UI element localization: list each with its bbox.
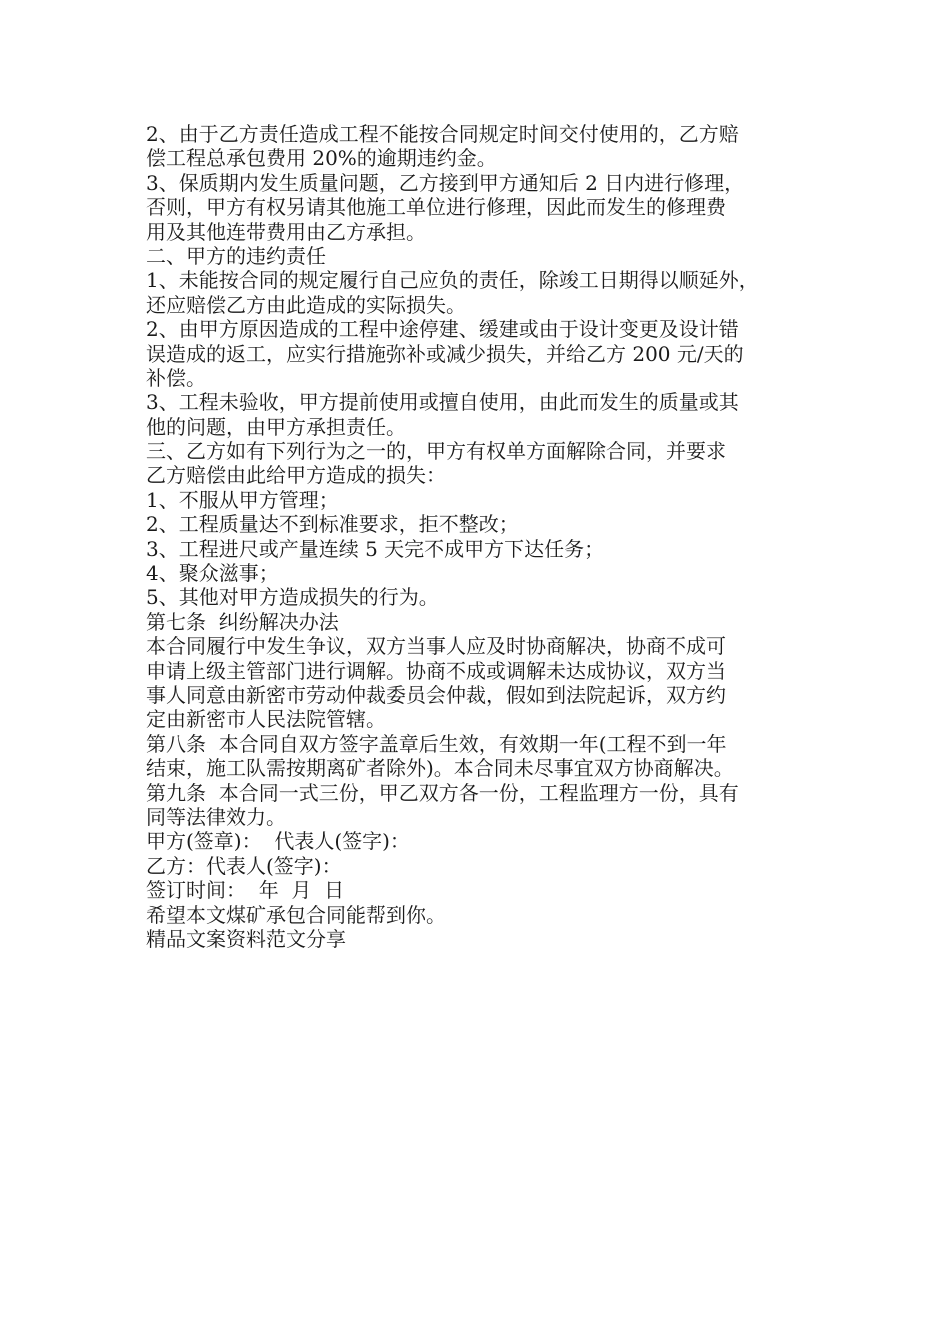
section-heading: 二、甲方的违约责任 xyxy=(146,243,326,268)
section-heading: 三、乙方如有下列行为之一的，甲方有权单方面解除合同，并要求 xyxy=(146,439,726,464)
text-line: 补偿。 xyxy=(146,365,206,390)
text-line: 事人同意由新密市劳动仲裁委员会仲裁，假如到法院起诉，双方约 xyxy=(146,682,726,707)
text-line: 他的问题，由甲方承担责任。 xyxy=(146,414,406,439)
list-item: 4、聚众滋事； xyxy=(146,561,279,586)
text-line: 否则，甲方有权另请其他施工单位进行修理，因此而发生的修理费 xyxy=(146,195,726,220)
text-line: 申请上级主管部门进行调解。协商不成或调解未达成协议，双方当 xyxy=(146,658,726,683)
text-line: 3、保质期内发生质量问题，乙方接到甲方通知后 2 日内进行修理， xyxy=(146,170,745,195)
signature-party-a: 甲方(签章)： 代表人(签字)： xyxy=(146,829,410,854)
text-line: 3、工程未验收，甲方提前使用或擅自使用，由此而发生的质量或其 xyxy=(146,390,739,415)
list-item: 1、不服从甲方管理； xyxy=(146,487,339,512)
signature-party-b: 乙方：代表人(签字)： xyxy=(146,853,342,878)
text-line: 误造成的返工，应实行措施弥补或减少损失，并给乙方 200 元/天的 xyxy=(146,341,744,366)
text-line: 1、未能按合同的规定履行自己应负的责任，除竣工日期得以顺延外， xyxy=(146,268,759,293)
text-line: 定由新密市人民法院管辖。 xyxy=(146,707,386,732)
list-item: 3、工程进尺或产量连续 5 天完不成甲方下达任务； xyxy=(146,536,605,561)
footer-note: 精品文案资料范文分享 xyxy=(146,926,346,951)
closing-note: 希望本文煤矿承包合同能帮到你。 xyxy=(146,902,446,927)
text-line: 用及其他连带费用由乙方承担。 xyxy=(146,219,426,244)
list-item: 5、其他对甲方造成损失的行为。 xyxy=(146,585,439,610)
signing-date: 签订时间： 年 月 日 xyxy=(146,878,345,903)
text-line: 还应赔偿乙方由此造成的实际损失。 xyxy=(146,292,466,317)
text-line: 偿工程总承包费用 20%的逾期违约金。 xyxy=(146,146,497,171)
article-line: 第八条 本合同自双方签字盖章后生效，有效期一年(工程不到一年 xyxy=(146,731,727,756)
document-page xyxy=(146,122,814,951)
article-heading: 第七条 纠纷解决办法 xyxy=(146,609,339,634)
text-line: 同等法律效力。 xyxy=(146,804,286,829)
list-item: 2、工程质量达不到标准要求，拒不整改； xyxy=(146,512,519,537)
text-line: 本合同履行中发生争议，双方当事人应及时协商解决，协商不成可 xyxy=(146,634,726,659)
text-line: 2、由于乙方责任造成工程不能按合同规定时间交付使用的，乙方赔 xyxy=(146,122,739,146)
article-line: 第九条 本合同一式三份，甲乙双方各一份，工程监理方一份，具有 xyxy=(146,780,739,805)
text-line: 乙方赔偿由此给甲方造成的损失： xyxy=(146,463,446,488)
text-line: 2、由甲方原因造成的工程中途停建、缓建或由于设计变更及设计错 xyxy=(146,317,739,342)
text-line: 结束，施工队需按期离矿者除外)。本合同未尽事宜双方协商解决。 xyxy=(146,756,734,781)
